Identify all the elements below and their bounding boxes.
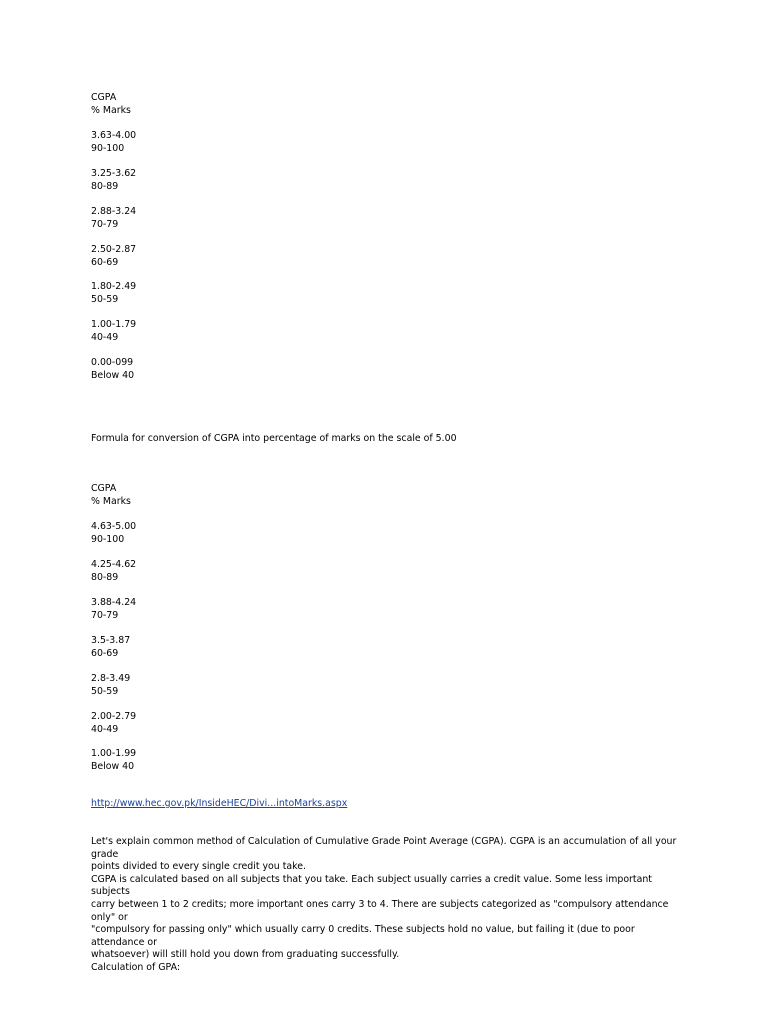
table1-row-cgpa: 1.00-1.79: [91, 319, 137, 330]
table2-row: [91, 521, 136, 546]
table2-row-cgpa: 1.00-1.99: [91, 748, 137, 759]
paragraph-line: Calculation of GPA:: [91, 961, 181, 973]
table1-row-cgpa: 3.25-3.62: [91, 168, 137, 179]
table1-header-cgpa: CGPA: [91, 92, 117, 103]
paragraph-line: points divided to every single credit you take.: [91, 861, 306, 873]
table1-header: [91, 92, 131, 117]
table1-row: [91, 319, 136, 344]
table1-row-marks: 80-89: [91, 180, 119, 192]
table2-row-marks: 90-100: [91, 533, 125, 545]
table2-header-cgpa: CGPA: [91, 483, 117, 494]
table1-row: [91, 357, 134, 382]
paragraph-line: Let's explain common method of Calculation of Cumulative Grade Point Average (CGPA). CGPA is an accumulation of all your grade: [91, 836, 677, 860]
table2-row-cgpa: 4.25-4.62: [91, 559, 137, 570]
table2-row: [91, 673, 130, 698]
table1-row: [91, 281, 136, 306]
explanation-paragraph: [91, 836, 681, 975]
table1-row-marks: 70-79: [91, 218, 119, 230]
table2-row: [91, 597, 136, 622]
table2-row-marks: 70-79: [91, 609, 119, 621]
table1-row-cgpa: 2.88-3.24: [91, 206, 137, 217]
table1-row: [91, 244, 136, 269]
table1-row-cgpa: 0.00-099: [91, 357, 134, 368]
table1-row-cgpa: 1.80-2.49: [91, 281, 137, 292]
table2-row-marks: 50-59: [91, 685, 119, 697]
table2-row-cgpa: 3.88-4.24: [91, 597, 137, 608]
source-link-row: [91, 798, 347, 811]
table2-row-marks: 80-89: [91, 571, 119, 583]
table2-row-marks: 60-69: [91, 647, 119, 659]
table2-row-cgpa: 2.8-3.49: [91, 673, 131, 684]
table1-row-marks: Below 40: [91, 369, 135, 381]
table1-row: [91, 168, 136, 193]
table1-row: [91, 206, 136, 231]
formula-heading: Formula for conversion of CGPA into percentage of marks on the scale of 5.00: [91, 433, 457, 444]
table1-header-marks: % Marks: [91, 104, 131, 116]
paragraph-line: carry between 1 to 2 credits; more important ones carry 3 to 4. There are subjects categorized as "compulsory attendance only" or: [91, 898, 669, 923]
source-link[interactable]: http://www.hec.gov.pk/InsideHEC/Divi...intoMarks.aspx: [91, 798, 348, 809]
table1-row-marks: 50-59: [91, 293, 119, 305]
table2-header: [91, 483, 131, 508]
table2-row: [91, 559, 136, 584]
table2-header-marks: % Marks: [91, 495, 131, 507]
paragraph-line: whatsoever) will still hold you down from graduating successfully.: [91, 949, 400, 961]
table2-row: [91, 748, 136, 773]
table1-row-cgpa: 3.63-4.00: [91, 130, 137, 141]
paragraph-line: "compulsory for passing only" which usually carry 0 credits. These subjects hold no value, but failing it (due to poor attendance or: [91, 924, 635, 948]
table2-row-marks: Below 40: [91, 760, 135, 772]
table2-row-marks: 40-49: [91, 723, 119, 735]
paragraph-line: CGPA is calculated based on all subjects that you take. Each subject usually carries a credit value. Some less important subjects: [91, 873, 652, 898]
table1-row-marks: 90-100: [91, 142, 125, 154]
table1-row-cgpa: 2.50-2.87: [91, 244, 137, 255]
table2-row: [91, 711, 136, 736]
table1-row-marks: 40-49: [91, 331, 119, 343]
table1-row: [91, 130, 136, 155]
table2-row-cgpa: 3.5-3.87: [91, 635, 131, 646]
table1-row-marks: 60-69: [91, 256, 119, 268]
table2-row: [91, 635, 130, 660]
table2-row-cgpa: 2.00-2.79: [91, 711, 137, 722]
table2-row-cgpa: 4.63-5.00: [91, 521, 137, 532]
